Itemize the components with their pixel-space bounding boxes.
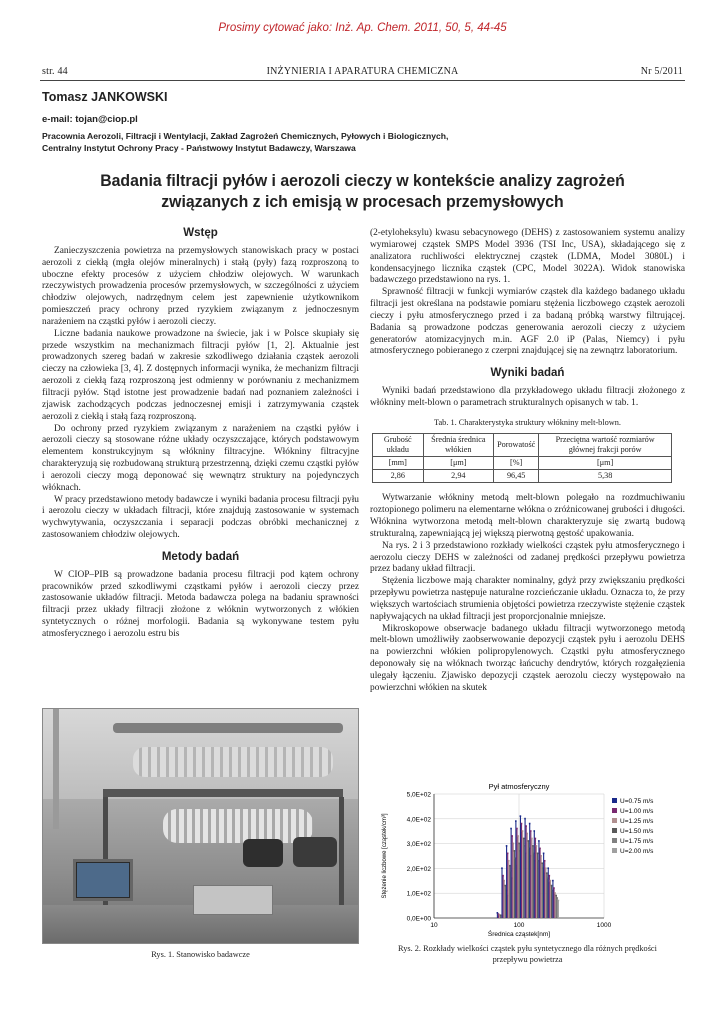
bar bbox=[516, 829, 517, 918]
point-marker bbox=[516, 828, 518, 830]
paragraph: Liczne badania naukowe prowadzone na świecie, jak i w Polsce skupiały się przede wszystkim na mechanizmach filtracji pyłów [1, 2]. Aktualnie jest prowadzonych szereg badań w zakresie szkodliwego działania cząstek aerozoli cieczy na człowieka [3, 4]. Z dostępnych informacji wynika, że mechanizm filtracji aerozoli z ciekłą fazą rozproszoną jest odmienny w porównaniu z mechanizmem filtracji pyłów. Stąd istotne jest prowadzenie badań nad poznaniem zależności i zjawisk zachodzących podczas jednoczesnej emisji i zatrzymywania cząstek aerozoli z ciekłą i stałą fazą rozproszoną. bbox=[42, 328, 359, 422]
bar bbox=[512, 836, 513, 918]
bar bbox=[538, 841, 539, 918]
point-marker bbox=[531, 838, 533, 840]
affiliation-line-2: Centralny Instytut Ochrony Pracy - Państwowy Instytut Badawczy, Warszawa bbox=[42, 143, 356, 153]
bar bbox=[507, 854, 508, 918]
bar bbox=[511, 829, 512, 918]
bar bbox=[540, 849, 541, 918]
y-tick-label: 2,0E+02 bbox=[406, 865, 431, 873]
bar bbox=[542, 863, 543, 918]
legend-label: U=1.00 m/s bbox=[620, 808, 654, 815]
legend-label: U=1.50 m/s bbox=[620, 828, 654, 835]
point-marker bbox=[517, 835, 519, 837]
table-cell: 96,45 bbox=[494, 470, 539, 483]
x-tick-label: 1000 bbox=[596, 922, 612, 929]
legend-label: U=0.75 m/s bbox=[620, 798, 654, 805]
table-cell: [μm] bbox=[539, 457, 672, 470]
paragraph: Sprawność filtracji w funkcji wymiarów cząstek dla każdego badanego układu filtracji jest określana na podstawie pomiaru stężenia liczbowego cząstek aerozoli cieczy i pyłu atmosferycznego przed i za badaną próbką warstwy filtrującej. Badania są prowadzone podczas generowania aerozoli cieczy z użyciem generatorów atomizacyjnych m.in. AGF 2.0 iP (Palas, Niemcy) i pyłu atmosferycznego pobieranego z czerpni znajdującej się na zewnątrz laboratorium. bbox=[370, 287, 685, 357]
author-name: Tomasz JANKOWSKI bbox=[42, 90, 168, 104]
bar bbox=[506, 846, 507, 918]
bar bbox=[556, 896, 557, 918]
bar bbox=[519, 844, 520, 918]
particle-size-chart bbox=[372, 780, 687, 940]
point-marker bbox=[554, 892, 556, 894]
figure-2-caption-line-1: Rys. 2. Rozkłady wielkości cząstek pyłu syntetycznego dla różnych prędkości bbox=[398, 944, 657, 953]
table-cell: 2,86 bbox=[373, 470, 424, 483]
point-marker bbox=[520, 815, 522, 817]
title-line-1: Badania filtracji pyłów i aerozoli cieczy w kontekście analizy zagrożeń bbox=[100, 171, 625, 190]
bar bbox=[545, 868, 546, 918]
bar bbox=[515, 821, 516, 918]
bar bbox=[527, 834, 528, 918]
bar bbox=[546, 873, 547, 918]
chart-title: Pył atmosferyczny bbox=[488, 782, 550, 791]
right-column bbox=[370, 228, 685, 695]
bar bbox=[528, 841, 529, 918]
legend-marker bbox=[612, 838, 617, 843]
bar bbox=[530, 831, 531, 918]
bar bbox=[531, 839, 532, 918]
table-cell: [μm] bbox=[423, 457, 493, 470]
point-marker bbox=[532, 845, 534, 847]
author-email: e-mail: tojan@ciop.pl bbox=[42, 114, 138, 125]
y-tick-label: 4,0E+02 bbox=[406, 816, 431, 824]
table-cell: 2,94 bbox=[423, 470, 493, 483]
bar bbox=[518, 836, 519, 918]
paragraph: Do ochrony przed ryzykiem związanym z narażeniem na cząstki pyłów i aerozoli cieczy są stosowane różne układy oczyszczające, których podstawowym elementem konstrukcyjnym są włókniny filtracyjne. Włókniny filtracyjne charakteryzują się rozbudowaną strukturą przestrzenną, dzięki czemu cząstki pyłów i aerozoli cieczy mogą deponować się wewnątrz struktury na pojedynczych włóknach. bbox=[42, 423, 359, 493]
y-tick-label: 5,0E+02 bbox=[406, 791, 431, 799]
y-tick-label: 3,0E+02 bbox=[406, 841, 431, 849]
figure-2-caption bbox=[370, 944, 685, 965]
bar bbox=[550, 881, 551, 918]
bar bbox=[534, 831, 535, 918]
header-rule bbox=[40, 80, 685, 81]
point-marker bbox=[553, 887, 555, 889]
affiliation bbox=[42, 130, 682, 154]
point-marker bbox=[522, 830, 524, 832]
point-marker bbox=[537, 853, 539, 855]
point-marker bbox=[545, 867, 547, 869]
figure-1-caption: Rys. 1. Stanowisko badawcze bbox=[151, 950, 250, 959]
point-marker bbox=[523, 838, 525, 840]
point-marker bbox=[529, 823, 531, 825]
point-marker bbox=[535, 838, 537, 840]
x-axis-label: Średnica cząstek[nm] bbox=[487, 931, 551, 938]
point-marker bbox=[508, 860, 510, 862]
page-number: str. 44 bbox=[42, 66, 68, 77]
point-marker bbox=[510, 828, 512, 830]
paragraph: W CIOP–PIB są prowadzone badania procesu filtracji pod kątem ochrony pracowników przed szkodliwymi cząstkami pyłów i aerozoli cieczy przez zastosowanie układów filtracji. Metoda badawcza polega na badaniu sprawności filtracji przez układy filtracji złożone z włóknin wytworzonych z włókien syntetycznych o różnej morfologii. Badania są wykonywane testem pyłu atmosferycznego i aerozolu estru bis bbox=[42, 569, 359, 639]
bar bbox=[541, 856, 542, 918]
bar bbox=[537, 854, 538, 918]
bar bbox=[525, 819, 526, 918]
paragraph: Wyniki badań przedstawiono dla przykładowego układu filtracji złożonego z włókniny melt-blown o parametrach strukturalnych opisanych w tab. 1. bbox=[370, 386, 685, 408]
point-marker bbox=[525, 825, 527, 827]
point-marker bbox=[526, 833, 528, 835]
point-marker bbox=[507, 853, 509, 855]
bar bbox=[526, 826, 527, 918]
legend-label: U=1.25 m/s bbox=[620, 818, 654, 825]
table-cell: [mm] bbox=[373, 457, 424, 470]
section-heading-intro: Wstęp bbox=[183, 227, 218, 239]
point-marker bbox=[538, 840, 540, 842]
table-header-cell: Grubość układu bbox=[373, 434, 424, 457]
point-marker bbox=[552, 880, 554, 882]
point-marker bbox=[509, 865, 511, 867]
table-header-cell: Przeciętna wartość rozmiarów głównej frakcji porów bbox=[539, 434, 672, 457]
legend-marker bbox=[612, 808, 617, 813]
x-tick-label: 100 bbox=[513, 922, 525, 929]
bar bbox=[535, 839, 536, 918]
figure-2-caption-line-2: przepływu powietrza bbox=[492, 954, 563, 964]
point-marker bbox=[550, 880, 552, 882]
point-marker bbox=[544, 860, 546, 862]
point-marker bbox=[540, 855, 542, 857]
point-marker bbox=[546, 872, 548, 874]
paragraph: W pracy przedstawiono metody badawcze i wyniki badania procesu filtracji pyłu i aerozolu cieczy w układach filtracji, które znajdują zastosowanie w systemach wychwytywania, oczyszczania i separacji podczas obróbki mechanicznej z zastosowaniem chłodziw olejowych. bbox=[42, 494, 359, 541]
table-header-row bbox=[373, 434, 672, 457]
bar bbox=[552, 881, 553, 918]
table-cell: 5,38 bbox=[539, 470, 672, 483]
point-marker bbox=[551, 885, 553, 887]
bar bbox=[536, 846, 537, 918]
paragraph: Stężenia liczbowe mają charakter nominalny, gdyż przy zwiększaniu prędkości przepływu powietrza następuje naturalne rozcieńczanie układu. Oznacza to, że przy większych wartościach strumienia objętości powietrza rzeczywiste stężenie cząstek napływających na układ filtracji jest proporcjonalnie mniejsze. bbox=[370, 576, 685, 622]
point-marker bbox=[521, 823, 523, 825]
point-marker bbox=[515, 820, 517, 822]
section-heading-results: Wyniki badań bbox=[490, 367, 565, 380]
point-marker bbox=[518, 843, 520, 845]
test-stand-photo bbox=[42, 708, 359, 944]
bar bbox=[529, 824, 530, 918]
point-marker bbox=[512, 843, 514, 845]
point-marker bbox=[541, 862, 543, 864]
left-column bbox=[42, 228, 359, 641]
point-marker bbox=[539, 848, 541, 850]
legend-marker bbox=[612, 828, 617, 833]
bar bbox=[522, 831, 523, 918]
bar bbox=[558, 901, 559, 918]
table-cell: [%] bbox=[494, 457, 539, 470]
legend-marker bbox=[612, 798, 617, 803]
section-heading-methods: Metody badań bbox=[161, 550, 240, 563]
point-marker bbox=[533, 830, 535, 832]
paragraph: (2-etyloheksylu) kwasu sebacynowego (DEHS) z zastosowaniem systemu analizy wymiarowej cząstek SMPS Model 3936 (TSI Inc, USA), składającego się z analizatora ruchliwości elektrycznej cząstek (LDMA, Model 3080L) i kondensacyjnego licznika cząstek (CPC, Model 3022A). Widok stanowiska badawczego przedstawiono na rys. 1. bbox=[370, 228, 685, 286]
legend-marker bbox=[612, 848, 617, 853]
point-marker bbox=[530, 830, 532, 832]
bar bbox=[508, 861, 509, 918]
point-marker bbox=[524, 818, 526, 820]
point-marker bbox=[555, 895, 557, 897]
table-header-cell: Średnia średnica włókien bbox=[423, 434, 493, 457]
bar bbox=[544, 861, 545, 918]
point-marker bbox=[501, 867, 503, 869]
issue-number: Nr 5/2011 bbox=[640, 66, 683, 77]
bar bbox=[549, 876, 550, 918]
structure-table bbox=[372, 433, 672, 483]
point-marker bbox=[547, 867, 549, 869]
bar bbox=[521, 824, 522, 918]
table-1-caption: Tab. 1. Charakterystyka struktury włókniny melt-blown. bbox=[434, 417, 621, 427]
table-header-cell: Porowatość bbox=[494, 434, 539, 457]
bar bbox=[523, 839, 524, 918]
point-marker bbox=[503, 880, 505, 882]
point-marker bbox=[511, 835, 513, 837]
citation-note: Prosimy cytować jako: Inż. Ap. Chem. 2011, 50, 5, 44-45 bbox=[218, 22, 507, 34]
bar bbox=[504, 881, 505, 918]
legend-label: U=2.00 m/s bbox=[620, 848, 654, 855]
paragraph: Zanieczyszczenia powietrza na przemysłowych stanowiskach pracy w postaci aerozoli z ciekłą (mgła olejów mineralnych) i stałą (pyły) fazą rozproszoną to uboczne efekty procesów z użyciem chłodziw olejowych. W warunkach rzeczywistych prowadzenia procesów przemysłowych, w szczególności z użyciem chłodziw olejowych, nadrzędnym celem jest zapewnienie użytkownikom pomieszczeń pracy ochrony przed ryzykiem związanym z jednoczesnym narażeniem na cząstki pyłów i aerozoli cieczy. bbox=[42, 245, 359, 327]
point-marker bbox=[506, 845, 508, 847]
bar bbox=[532, 846, 533, 918]
point-marker bbox=[543, 853, 545, 855]
y-axis-label: Stężenie liczbowe [cząstek/cm³] bbox=[382, 813, 388, 899]
journal-name: INŻYNIERIA I APARATURA CHEMICZNA bbox=[266, 66, 459, 77]
y-tick-label: 1,0E+02 bbox=[406, 890, 431, 898]
affiliation-line-1: Pracownia Aerozoli, Filtracji i Wentylacji, Zakład Zagrożeń Chemicznych, Pyłowych i Biologicznych, bbox=[42, 131, 449, 141]
bar bbox=[509, 866, 510, 918]
legend-marker bbox=[612, 818, 617, 823]
point-marker bbox=[528, 840, 530, 842]
table-values-row bbox=[373, 470, 672, 483]
point-marker bbox=[514, 850, 516, 852]
bar bbox=[514, 851, 515, 918]
point-marker bbox=[536, 845, 538, 847]
point-marker bbox=[549, 875, 551, 877]
point-marker bbox=[558, 900, 560, 902]
bar bbox=[513, 844, 514, 918]
title-line-2: związanych z ich emisją w procesach przemysłowych bbox=[161, 192, 564, 211]
bar bbox=[520, 816, 521, 918]
point-marker bbox=[504, 885, 506, 887]
point-marker bbox=[556, 897, 558, 899]
paragraph: Wytwarzanie włókniny metodą melt-blown polegało na rozdmuchiwaniu roztopionego polimeru na elementarne włókna o zróżnicowanej grubości i długości. Włóknina wytworzona metodą melt-blown charakteryzuje się zwartą budową strukturalną, zapewniającą jej większą pierwotną gęstość upakowania. bbox=[370, 493, 686, 539]
paragraph: Mikroskopowe obserwacje badanego układu filtracji wytworzonego metodą melt-blown umożliwiły zaobserwowanie depozycji cząstek pyłu i aerozolu DEHS na powierzchni włókien polipropylenowych. Cząstki pyłu atmosferycznego deponowały się na włóknach tworząc łańcuchy dendrytów, których rozgałęzienia ulegały łączeniu. Zjawisko depozycji cząstek aerozolu cieczy występowało na powierzchni włókien na skutek bbox=[370, 623, 685, 693]
bar bbox=[503, 876, 504, 918]
paragraph: Na rys. 2 i 3 przedstawiono rozkłady wielkości cząstek pyłu atmosferycznego i aerozolu cieczy DEHS w zależności od zadanej prędkości przepływu powietrza przez badany układ filtracji. bbox=[370, 540, 685, 575]
bar bbox=[555, 893, 556, 918]
point-marker bbox=[502, 875, 504, 877]
x-tick-label: 10 bbox=[430, 922, 438, 929]
table-units-row bbox=[373, 457, 672, 470]
article-title bbox=[63, 170, 663, 212]
legend-label: U=1.75 m/s bbox=[620, 838, 654, 845]
bar bbox=[543, 854, 544, 918]
y-tick-label: 0,0E+00 bbox=[406, 915, 431, 923]
